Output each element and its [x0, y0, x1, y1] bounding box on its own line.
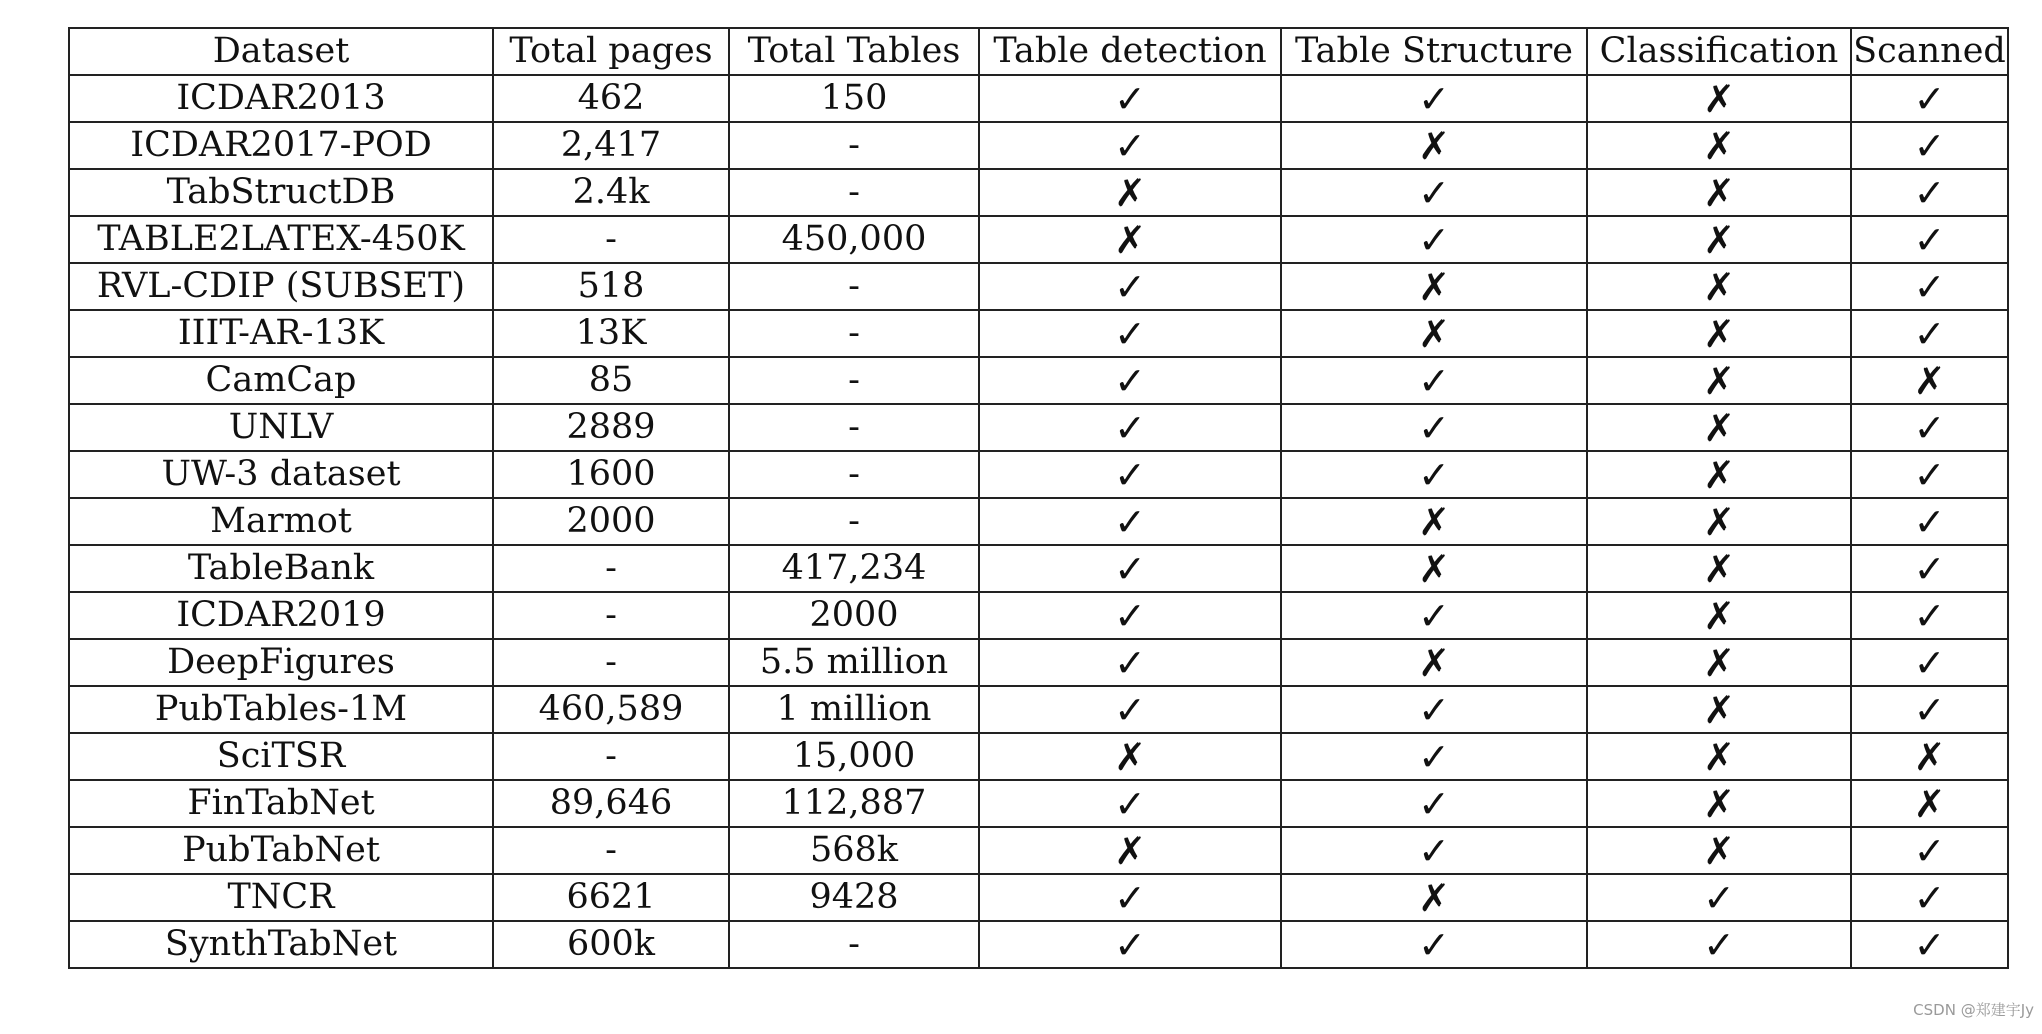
cell-total-tables: 450,000 [729, 216, 979, 263]
cell-classification: ✗ [1587, 780, 1851, 827]
cell-total-tables: - [729, 921, 979, 968]
cell-table-structure: ✓ [1281, 169, 1587, 216]
cell-total-tables: - [729, 310, 979, 357]
cell-total-tables: 1 million [729, 686, 979, 733]
cell-table-structure: ✓ [1281, 216, 1587, 263]
cell-scanned: ✗ [1851, 357, 2008, 404]
cell-table-detection: ✓ [979, 404, 1281, 451]
table-row [69, 451, 2008, 498]
watermark-text: CSDN @郑建宇Jy [1913, 1001, 2034, 1019]
table-row [69, 639, 2008, 686]
cell-scanned: ✗ [1851, 733, 2008, 780]
cell-total-tables: 150 [729, 75, 979, 122]
table-row [69, 545, 2008, 592]
cell-total-tables: 417,234 [729, 545, 979, 592]
table-row [69, 874, 2008, 921]
cell-total-pages: 13K [493, 310, 729, 357]
cell-classification: ✗ [1587, 498, 1851, 545]
cell-table-structure: ✗ [1281, 874, 1587, 921]
cell-total-tables: - [729, 169, 979, 216]
cell-classification: ✗ [1587, 75, 1851, 122]
cell-total-pages: - [493, 639, 729, 686]
cell-table-structure: ✓ [1281, 780, 1587, 827]
table-row [69, 780, 2008, 827]
cell-table-structure: ✓ [1281, 75, 1587, 122]
table-row [69, 357, 2008, 404]
cell-scanned: ✓ [1851, 310, 2008, 357]
table-row [69, 75, 2008, 122]
cell-scanned: ✓ [1851, 122, 2008, 169]
header-table-structure: Table Structure [1281, 28, 1587, 75]
cell-total-tables: 9428 [729, 874, 979, 921]
cell-table-structure: ✓ [1281, 404, 1587, 451]
cell-table-detection: ✓ [979, 310, 1281, 357]
cell-classification: ✗ [1587, 592, 1851, 639]
cell-total-tables: - [729, 263, 979, 310]
cell-dataset: TabStructDB [69, 169, 493, 216]
cell-table-structure: ✓ [1281, 686, 1587, 733]
cell-classification: ✗ [1587, 216, 1851, 263]
cell-dataset: SciTSR [69, 733, 493, 780]
cell-scanned: ✓ [1851, 263, 2008, 310]
cell-scanned: ✗ [1851, 780, 2008, 827]
cell-scanned: ✓ [1851, 404, 2008, 451]
cell-dataset: Marmot [69, 498, 493, 545]
table-row [69, 263, 2008, 310]
cell-table-detection: ✓ [979, 921, 1281, 968]
cell-table-structure: ✓ [1281, 827, 1587, 874]
datasets-table-container [68, 27, 2009, 969]
cell-classification: ✓ [1587, 921, 1851, 968]
cell-dataset: TABLE2LATEX-450K [69, 216, 493, 263]
cell-classification: ✗ [1587, 639, 1851, 686]
cell-dataset: FinTabNet [69, 780, 493, 827]
cell-total-pages: 1600 [493, 451, 729, 498]
cell-total-pages: - [493, 733, 729, 780]
cell-total-tables: 15,000 [729, 733, 979, 780]
cell-table-detection: ✓ [979, 357, 1281, 404]
cell-scanned: ✓ [1851, 451, 2008, 498]
cell-total-pages: 462 [493, 75, 729, 122]
cell-dataset: PubTabNet [69, 827, 493, 874]
table-row [69, 310, 2008, 357]
cell-total-pages: 6621 [493, 874, 729, 921]
cell-dataset: DeepFigures [69, 639, 493, 686]
cell-total-tables: 112,887 [729, 780, 979, 827]
cell-total-pages: 89,646 [493, 780, 729, 827]
cell-scanned: ✓ [1851, 874, 2008, 921]
cell-dataset: SynthTabNet [69, 921, 493, 968]
cell-table-detection: ✓ [979, 75, 1281, 122]
header-scanned: Scanned [1851, 28, 2008, 75]
cell-classification: ✗ [1587, 545, 1851, 592]
cell-total-tables: - [729, 498, 979, 545]
cell-scanned: ✓ [1851, 169, 2008, 216]
cell-classification: ✗ [1587, 827, 1851, 874]
cell-total-pages: 2.4k [493, 169, 729, 216]
cell-table-structure: ✓ [1281, 921, 1587, 968]
cell-table-detection: ✗ [979, 733, 1281, 780]
cell-total-pages: 2889 [493, 404, 729, 451]
cell-total-tables: - [729, 122, 979, 169]
table-body [69, 75, 2008, 968]
cell-total-tables: - [729, 404, 979, 451]
cell-total-pages: 518 [493, 263, 729, 310]
cell-table-structure: ✓ [1281, 357, 1587, 404]
cell-table-detection: ✓ [979, 498, 1281, 545]
cell-dataset: UNLV [69, 404, 493, 451]
cell-classification: ✗ [1587, 169, 1851, 216]
cell-scanned: ✓ [1851, 686, 2008, 733]
cell-table-detection: ✓ [979, 780, 1281, 827]
cell-dataset: TableBank [69, 545, 493, 592]
cell-dataset: CamCap [69, 357, 493, 404]
cell-total-tables: 2000 [729, 592, 979, 639]
cell-table-structure: ✓ [1281, 733, 1587, 780]
cell-scanned: ✓ [1851, 921, 2008, 968]
cell-table-structure: ✗ [1281, 122, 1587, 169]
table-row [69, 498, 2008, 545]
cell-table-detection: ✓ [979, 263, 1281, 310]
cell-table-structure: ✗ [1281, 639, 1587, 686]
cell-table-detection: ✓ [979, 686, 1281, 733]
cell-classification: ✗ [1587, 686, 1851, 733]
cell-scanned: ✓ [1851, 639, 2008, 686]
cell-table-detection: ✓ [979, 874, 1281, 921]
cell-table-structure: ✓ [1281, 451, 1587, 498]
cell-total-pages: 85 [493, 357, 729, 404]
cell-classification: ✗ [1587, 310, 1851, 357]
cell-dataset: TNCR [69, 874, 493, 921]
table-header-row [69, 28, 2008, 75]
table-row [69, 733, 2008, 780]
cell-total-pages: - [493, 592, 729, 639]
cell-scanned: ✓ [1851, 216, 2008, 263]
cell-classification: ✗ [1587, 451, 1851, 498]
datasets-table [68, 27, 2009, 969]
cell-scanned: ✓ [1851, 498, 2008, 545]
cell-scanned: ✓ [1851, 827, 2008, 874]
cell-total-pages: 600k [493, 921, 729, 968]
cell-table-detection: ✓ [979, 592, 1281, 639]
cell-total-pages: - [493, 216, 729, 263]
cell-table-detection: ✓ [979, 639, 1281, 686]
cell-table-structure: ✗ [1281, 498, 1587, 545]
table-row [69, 216, 2008, 263]
cell-dataset: PubTables-1M [69, 686, 493, 733]
cell-scanned: ✓ [1851, 75, 2008, 122]
table-row [69, 169, 2008, 216]
header-table-detection: Table detection [979, 28, 1281, 75]
cell-table-structure: ✗ [1281, 545, 1587, 592]
cell-table-detection: ✗ [979, 827, 1281, 874]
cell-dataset: ICDAR2017-POD [69, 122, 493, 169]
header-dataset: Dataset [69, 28, 493, 75]
cell-total-tables: 568k [729, 827, 979, 874]
table-row [69, 404, 2008, 451]
cell-total-tables: - [729, 357, 979, 404]
table-row [69, 686, 2008, 733]
cell-classification: ✗ [1587, 404, 1851, 451]
cell-classification: ✗ [1587, 357, 1851, 404]
table-row [69, 122, 2008, 169]
cell-dataset: ICDAR2013 [69, 75, 493, 122]
cell-total-pages: - [493, 827, 729, 874]
cell-table-detection: ✗ [979, 216, 1281, 263]
cell-table-detection: ✓ [979, 451, 1281, 498]
cell-classification: ✗ [1587, 733, 1851, 780]
cell-total-tables: 5.5 million [729, 639, 979, 686]
table-row [69, 592, 2008, 639]
header-total-pages: Total pages [493, 28, 729, 75]
cell-table-detection: ✓ [979, 122, 1281, 169]
cell-total-pages: 2000 [493, 498, 729, 545]
header-classification: Classification [1587, 28, 1851, 75]
cell-dataset: IIIT-AR-13K [69, 310, 493, 357]
cell-dataset: ICDAR2019 [69, 592, 493, 639]
cell-table-detection: ✓ [979, 545, 1281, 592]
cell-total-pages: 2,417 [493, 122, 729, 169]
cell-scanned: ✓ [1851, 545, 2008, 592]
cell-table-detection: ✗ [979, 169, 1281, 216]
table-row [69, 921, 2008, 968]
cell-dataset: RVL-CDIP (SUBSET) [69, 263, 493, 310]
cell-classification: ✗ [1587, 122, 1851, 169]
cell-table-structure: ✗ [1281, 263, 1587, 310]
cell-classification: ✓ [1587, 874, 1851, 921]
cell-dataset: UW-3 dataset [69, 451, 493, 498]
cell-table-structure: ✗ [1281, 310, 1587, 357]
cell-total-tables: - [729, 451, 979, 498]
table-row [69, 827, 2008, 874]
header-total-tables: Total Tables [729, 28, 979, 75]
cell-total-pages: 460,589 [493, 686, 729, 733]
cell-table-structure: ✓ [1281, 592, 1587, 639]
cell-classification: ✗ [1587, 263, 1851, 310]
cell-scanned: ✓ [1851, 592, 2008, 639]
cell-total-pages: - [493, 545, 729, 592]
